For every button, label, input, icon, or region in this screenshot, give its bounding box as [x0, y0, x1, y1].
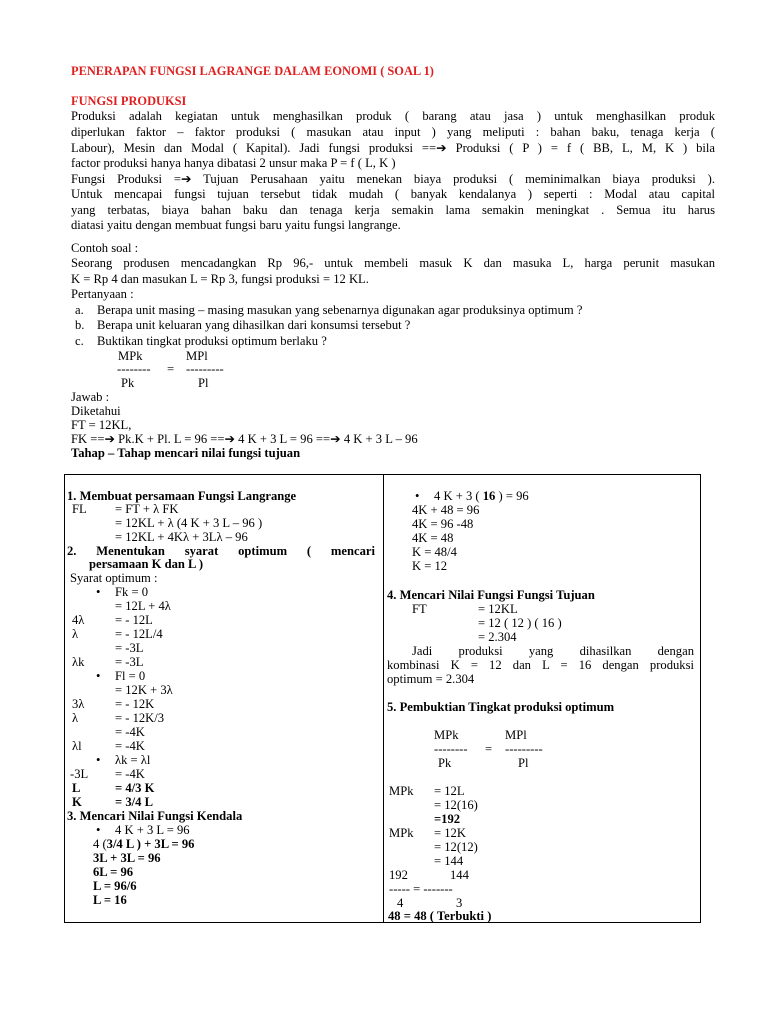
fl-label: FL	[72, 502, 87, 516]
equation-line: 6L = 96	[93, 865, 134, 879]
equation-line: = -4K	[115, 725, 145, 739]
intro-line: factor produksi hanya hanya dibatasi 2 unsur maka P = f ( L, K )	[71, 156, 396, 170]
equation-line: = 12L	[434, 784, 465, 798]
diketahui-label: Diketahui	[71, 404, 121, 418]
equation-line: = -3L	[115, 655, 144, 669]
document-title: PENERAPAN FUNGSI LAGRANGE DALAM EONOMI ( SOAL 1)	[71, 64, 434, 78]
example-line: K = Rp 4 dan masukan L = Rp 3, fungsi produksi = 12 KL.	[71, 272, 369, 286]
step-1-heading: 1. Membuat persamaan Fungsi Langrange	[67, 489, 297, 503]
equation-line: K = 12	[412, 559, 448, 573]
ratio-numerator-mpl: MPl	[505, 728, 527, 742]
equation-line: = 12KL	[478, 602, 518, 616]
equation-line: = - 12L	[115, 613, 153, 627]
equation-label: -3L	[70, 767, 89, 781]
equation-line: = 12KL + 4Kλ + 3Lλ – 96	[115, 530, 248, 544]
syarat-label: Syarat optimum :	[70, 571, 158, 585]
ratio-numerator-mpk: MPk	[118, 349, 143, 363]
question-item: Berapa unit masing – masing masukan yang sebenarnya digunakan agar produksinya optimum ?	[97, 303, 583, 317]
fraction-numerator: 144	[450, 868, 469, 882]
equation-line: = 12L + 4λ	[115, 599, 171, 613]
intro-line: Produksi adalah kegiatan untuk menghasilkan produk ( barang atau jasa ) untuk menghasilkan produk	[71, 109, 715, 123]
example-heading: Contoh soal :	[71, 241, 139, 255]
ratio-equals: =	[167, 362, 175, 376]
conclusion-line: Jadi produksi yang dihasilkan dengan	[412, 644, 694, 658]
mpl-label: MPk	[389, 826, 414, 840]
equation-line: 3L + 3L = 96	[93, 851, 161, 865]
intro-line: diperlukan faktor – faktor produksi ( masukan atau input ) yang meliputi : bahan baku, tenaga kerja (	[71, 125, 715, 139]
ratio-equals: =	[485, 742, 493, 756]
result-k: = 3/4 L	[115, 795, 153, 809]
equation-part: 16	[482, 489, 496, 503]
equation-line: = -4K	[115, 739, 145, 753]
ft-label: FT	[412, 602, 427, 616]
fraction-bar: ----- = -------	[389, 882, 453, 896]
ratio-bar: ---------	[186, 362, 224, 376]
equation-line: L = 96/6	[93, 879, 137, 893]
step-2-heading-cont: persamaan K dan L )	[89, 557, 204, 571]
equation-label: K	[72, 795, 82, 809]
ratio-denominator-pk: Pk	[438, 756, 452, 770]
bullet-item: • Fl = 0	[115, 669, 145, 684]
equation-line: =192	[434, 812, 461, 826]
intro-line: Labour), Mesin dan Modal ( Kapital). Jadi fungsi produksi ==➔ Produksi ( P ) = f ( BB, L, M, K ) bila	[71, 141, 715, 155]
step-2-heading: 2. Menentukan syarat optimum ( mencari	[67, 544, 375, 558]
given-ft: FT = 12KL,	[71, 418, 132, 432]
equation-label: 3λ	[72, 697, 85, 711]
intro-line: yang terbatas, biaya bahan baku dan tenaga kerja semakin lama semakin meningkat . Semua itu harus	[71, 203, 715, 217]
equation-part: 4 K + 3 (	[434, 489, 480, 503]
equation-label: 4λ	[72, 613, 85, 627]
equation-line: = 12 ( 12 ) ( 16 )	[478, 616, 562, 630]
equation-line: = 144	[434, 854, 464, 868]
ratio-denominator-pk: Pk	[121, 376, 135, 390]
result-l: = 4/3 K	[115, 781, 155, 795]
equation-line: 4K + 48 = 96	[412, 503, 480, 517]
equation-part: 3/4 L ) + 3L = 96	[106, 837, 195, 851]
equation-line: L = 16	[93, 893, 127, 907]
ratio-bar: --------	[117, 362, 151, 376]
steps-heading: Tahap – Tahap mencari nilai fungsi tujuan	[71, 446, 301, 460]
equation-label: λk	[72, 655, 85, 669]
ratio-numerator-mpk: MPk	[434, 728, 459, 742]
equation-label: λ	[72, 711, 79, 725]
fraction-numerator: 192	[389, 868, 408, 882]
ratio-denominator-pl: Pl	[518, 756, 529, 770]
bullet-item	[434, 489, 529, 504]
example-line: Seorang produsen mencadangkan Rp 96,- untuk membeli masuk K dan masuka L, harga perunit masukan	[71, 256, 715, 270]
bullet-item: • 4 K + 3 L = 96	[115, 823, 190, 838]
intro-line: Untuk mencapai fungsi tujuan tersebut tidak mudah ( banyak kendalanya ) seperti : Modal atau capital	[71, 187, 715, 201]
step-3-heading: 3. Mencari Nilai Fungsi Kendala	[67, 809, 243, 823]
step-5-heading: 5. Pembuktian Tingkat produksi optimum	[387, 700, 615, 714]
equation-line: = 12K	[434, 826, 466, 840]
mpk-label: MPk	[389, 784, 414, 798]
equation-line: = 12(16)	[434, 798, 478, 812]
ratio-denominator-pl: Pl	[198, 376, 209, 390]
fraction-denominator: 3	[456, 896, 463, 910]
equation-line: K = 48/4	[412, 545, 457, 559]
equation-line: 4K = 48	[412, 531, 454, 545]
ratio-bar: --------	[434, 742, 468, 756]
equation-line: = - 12L/4	[115, 627, 163, 641]
bullet-item: • λk = λl	[115, 753, 150, 768]
table-divider	[383, 474, 384, 923]
equation-line: = 12K + 3λ	[115, 683, 173, 697]
proof-result: 48 = 48 ( Terbukti )	[388, 909, 492, 923]
equation-line: = -3L	[115, 641, 144, 655]
equation-line: 4K = 96 -48	[412, 517, 474, 531]
question-item: Buktikan tingkat produksi optimum berlaku ?	[97, 334, 327, 348]
equation-line: = 12KL + λ (4 K + 3 L – 96 )	[115, 516, 263, 530]
intro-line: diatasi yaitu dengan membuat fungsi baru yaitu fungsi langrange.	[71, 218, 401, 232]
conclusion-line: kombinasi K = 12 dan L = 16 dengan produksi	[387, 658, 694, 672]
equation-label: λ	[72, 627, 79, 641]
equation-line: = 2.304	[478, 630, 517, 644]
given-fk: FK ==➔ Pk.K + Pl. L = 96 ==➔ 4 K + 3 L = 96 ==➔ 4 K + 3 L – 96	[71, 432, 418, 446]
equation-line: = 12(12)	[434, 840, 478, 854]
equation-label: L	[72, 781, 81, 795]
conclusion-line: optimum = 2.304	[387, 672, 475, 686]
question-mark: b.	[75, 318, 85, 332]
step-4-heading: 4. Mencari Nilai Fungsi Fungsi Tujuan	[387, 588, 595, 602]
equation-part: 4 (	[93, 837, 107, 851]
question-mark: c.	[75, 334, 84, 348]
question-mark: a.	[75, 303, 84, 317]
equation-line: = - 12K/3	[115, 711, 165, 725]
jawab-label: Jawab :	[71, 390, 110, 404]
equation-line: = - 12K	[115, 697, 155, 711]
equation-line: = FT + λ FK	[115, 502, 179, 516]
ratio-numerator-mpl: MPl	[186, 349, 208, 363]
equation-part: ) = 96	[498, 489, 529, 503]
fraction-denominator: 4	[397, 896, 404, 910]
equation-line	[93, 837, 194, 852]
section-title: FUNGSI PRODUKSI	[71, 94, 187, 108]
ratio-bar: ---------	[505, 742, 543, 756]
equation-line: = -4K	[115, 767, 145, 781]
equation-label: λl	[72, 739, 82, 753]
question-heading: Pertanyaan :	[71, 287, 134, 301]
bullet-item: • Fk = 0	[115, 585, 148, 600]
question-item: Berapa unit keluaran yang dihasilkan dari konsumsi tersebut ?	[97, 318, 411, 332]
intro-line: Fungsi Produksi =➔ Tujuan Perusahaan yaitu menekan biaya produksi ( meminimalkan biaya produksi ).	[71, 172, 715, 186]
